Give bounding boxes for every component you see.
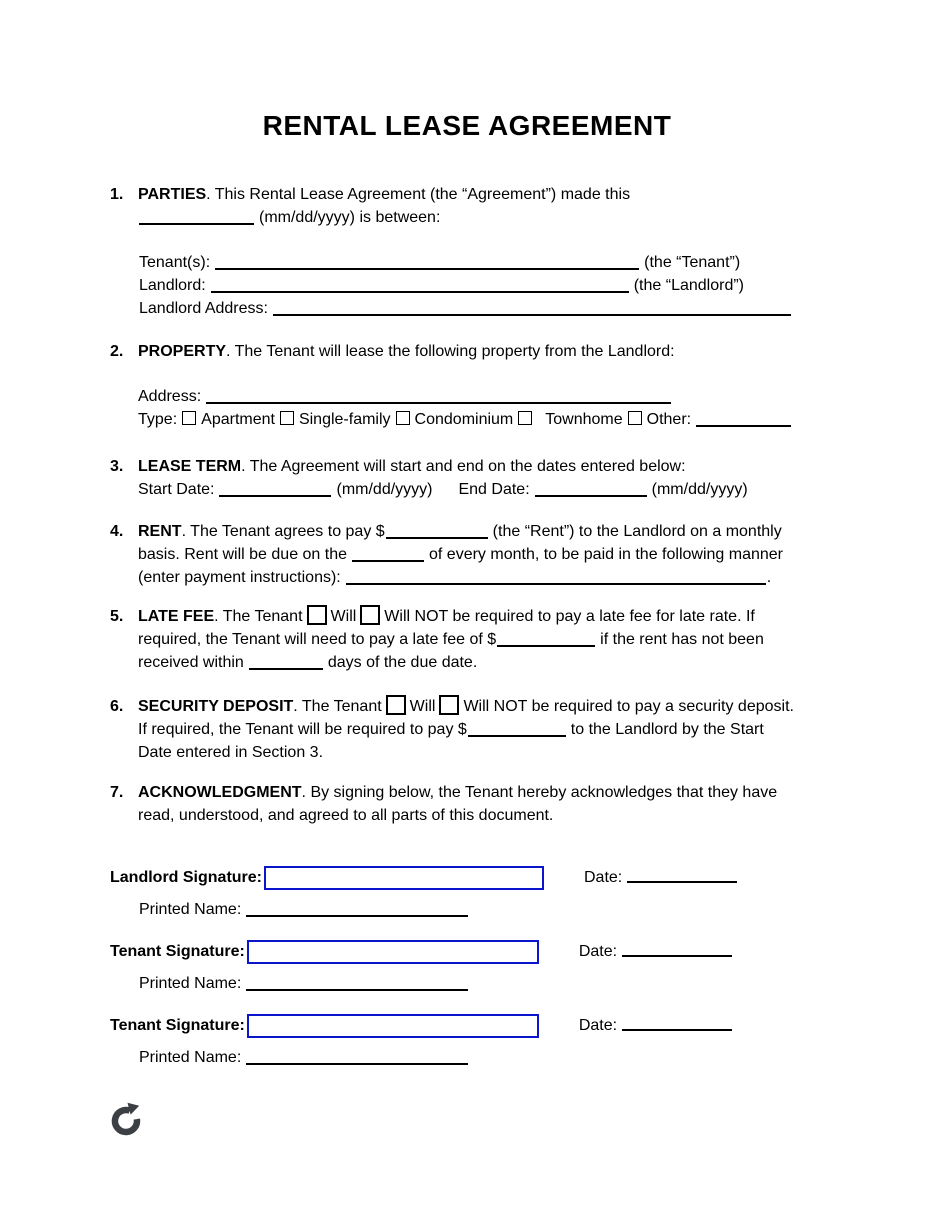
tenant-name-blank [215, 266, 639, 270]
landlord-signature-date-blank [627, 879, 737, 883]
will-not-label: Will NOT [384, 608, 448, 625]
tenant-signature-block-1 [110, 938, 834, 995]
landlord-name-blank [211, 289, 629, 293]
single-family-checkbox[interactable] [280, 411, 294, 425]
section-text: read, understood, and agreed to all parts of this document. [138, 807, 554, 824]
section-number: 5. [110, 608, 124, 625]
section-parties [110, 183, 834, 229]
section-text: received within [138, 654, 244, 671]
date-format: (mm/dd/yyyy) [651, 481, 748, 498]
section-text: days of the due date. [327, 654, 478, 671]
address-label: Address: [138, 388, 202, 405]
type-option-townhome: Townhome [545, 411, 623, 428]
parties-fields [139, 251, 834, 320]
section-text: . The Tenant [214, 608, 303, 625]
section-rent [110, 520, 834, 589]
date-label: Date: [584, 869, 623, 886]
printed-name-label: Printed Name: [139, 1049, 242, 1066]
tenant-tag: (the “Tenant”) [644, 254, 741, 271]
section-text: required, the Tenant will need to pay a late fee of $ [138, 631, 497, 648]
late-fee-will-checkbox[interactable] [307, 605, 327, 625]
section-lease-term [110, 455, 834, 501]
late-fee-amount-blank [497, 643, 595, 647]
section-number: 3. [110, 458, 124, 475]
section-acknowledgment [110, 781, 834, 827]
section-text: (the “Rent”) to the Landlord on a monthly [492, 523, 782, 540]
section-text: (enter payment instructions): [138, 569, 341, 586]
section-text: be required to pay a late fee for late rate. If [448, 608, 755, 625]
type-option-apartment: Apartment [201, 411, 275, 428]
other-type-blank [696, 423, 791, 427]
payment-instructions-blank [346, 581, 766, 585]
section-text: be required to pay a security deposit. [527, 698, 794, 715]
section-text: if the rent has not been [600, 631, 764, 648]
landlord-signature-block [110, 864, 834, 921]
tenant-signature-date-blank-1 [622, 953, 732, 957]
section-heading: RENT [138, 523, 182, 540]
landlord-signature-field[interactable] [264, 866, 544, 890]
section-number: 7. [110, 784, 124, 801]
section-heading: LATE FEE [138, 608, 215, 625]
deposit-will-checkbox[interactable] [386, 695, 406, 715]
tenant-signature-field-2[interactable] [247, 1014, 539, 1038]
tenant-signature-field-1[interactable] [247, 940, 539, 964]
section-text: to the Landlord by the Start [570, 721, 764, 738]
section-text: If required, the Tenant will be required to pay $ [138, 721, 467, 738]
late-fee-days-blank [249, 666, 323, 670]
section-security-deposit [110, 695, 834, 764]
apartment-checkbox[interactable] [182, 411, 196, 425]
other-checkbox[interactable] [628, 411, 642, 425]
section-text: . By signing below, the Tenant hereby acknowledges that they have [301, 784, 778, 801]
deposit-will-not-checkbox[interactable] [439, 695, 459, 715]
date-label: Date: [578, 1017, 618, 1034]
section-text: (mm/dd/yyyy) is between: [259, 209, 441, 226]
agreement-date-blank [139, 221, 254, 225]
section-text: of every month, to be paid in the following manner [429, 546, 783, 563]
tenant-signature-date-blank-2 [622, 1027, 732, 1031]
section-heading: ACKNOWLEDGMENT [138, 784, 302, 801]
property-address-blank [206, 400, 671, 404]
tenant-printed-name-blank-2 [246, 1061, 468, 1065]
end-date-blank [535, 493, 647, 497]
rent-due-day-blank [352, 558, 424, 562]
printed-name-label: Printed Name: [139, 975, 242, 992]
section-text: . The Tenant agrees to pay $ [181, 523, 385, 540]
section-text: . The Agreement will start and end on the dates entered below: [241, 458, 686, 475]
section-text: basis. Rent will be due on the [138, 546, 348, 563]
start-date-blank [219, 493, 331, 497]
landlord-address-label: Landlord Address: [139, 300, 268, 317]
landlord-signature-label: Landlord Signature: [110, 869, 262, 886]
section-number: 2. [110, 343, 124, 360]
document-body [110, 183, 834, 1140]
will-label: Will [330, 608, 357, 625]
section-heading: SECURITY DEPOSIT [138, 698, 294, 715]
section-late-fee [110, 605, 834, 674]
date-format: (mm/dd/yyyy) [336, 481, 433, 498]
landlord-tag: (the “Landlord”) [633, 277, 744, 294]
date-label: Date: [578, 943, 618, 960]
late-fee-will-not-checkbox[interactable] [360, 605, 380, 625]
section-property [110, 340, 834, 431]
townhome-checkbox[interactable] [518, 411, 532, 425]
section-number: 1. [110, 186, 124, 203]
section-text: Date entered in Section 3. [138, 744, 324, 761]
section-text: . This Rental Lease Agreement (the “Agreement”) made this [206, 186, 631, 203]
start-date-label: Start Date: [138, 481, 215, 498]
rent-amount-blank [386, 535, 488, 539]
landlord-address-blank [273, 312, 791, 316]
section-text: . The Tenant will lease the following property from the Landlord: [226, 343, 675, 360]
tenant-label: Tenant(s): [139, 254, 211, 271]
tenant-printed-name-blank-1 [246, 987, 468, 991]
will-not-label: Will NOT [463, 698, 528, 715]
deposit-amount-blank [468, 733, 566, 737]
type-option-condominium: Condominium [414, 411, 514, 428]
other-label: Other: [646, 411, 692, 428]
condominium-checkbox[interactable] [396, 411, 410, 425]
tenant-signature-label: Tenant Signature: [110, 1017, 245, 1034]
type-option-single-family: Single-family [298, 411, 391, 428]
landlord-printed-name-blank [246, 913, 468, 917]
end-date-label: End Date: [458, 481, 530, 498]
section-number: 6. [110, 698, 124, 715]
section-heading: PROPERTY [138, 343, 227, 360]
printed-name-label: Printed Name: [139, 901, 242, 918]
tenant-signature-block-2 [110, 1012, 834, 1069]
section-text: . [766, 569, 772, 586]
section-text: . The Tenant [293, 698, 382, 715]
landlord-label: Landlord: [139, 277, 206, 294]
circular-arrow-logo-icon [110, 1102, 144, 1138]
footer-logo [110, 1102, 834, 1140]
section-heading: PARTIES [138, 186, 207, 203]
will-label: Will [409, 698, 436, 715]
section-heading: LEASE TERM [138, 458, 242, 475]
section-number: 4. [110, 523, 124, 540]
type-label: Type: [138, 411, 178, 428]
tenant-signature-label: Tenant Signature: [110, 943, 245, 960]
page-title: RENTAL LEASE AGREEMENT [262, 110, 672, 141]
